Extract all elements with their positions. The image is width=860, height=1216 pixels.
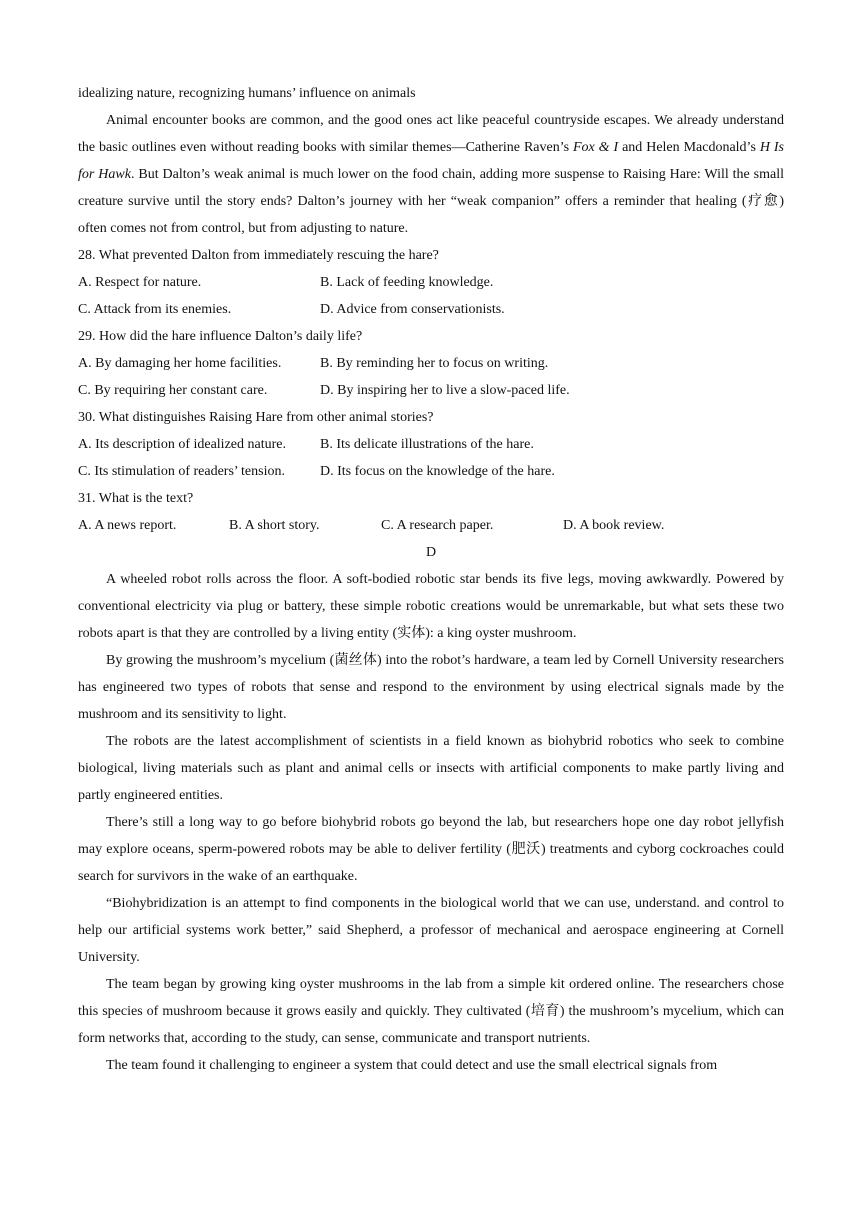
option-c: C. Attack from its enemies. [78,302,232,317]
passage-d-heading: D [425,545,437,560]
option-b: B. Its delicate illustrations of the hare. [320,437,534,452]
passage-d-paragraph: A wheeled robot rolls across the floor. A soft-bodied robotic star bends its five legs, moving awkwardly. Powered by conventional electricity via plug or battery, these simple robotic creations would be unremarkable, but what sets these two robots apart is that they are controlled by a living entity (实体): a king oyster mushroom. [78,572,784,641]
question-29-options-row-1 [78,350,784,377]
option-a: A. Respect for nature. [78,275,202,290]
question-30-options-row-1 [78,431,784,458]
option-b: B. Lack of feeding knowledge. [320,275,494,290]
question-31-options-row [78,512,784,539]
passage-d-paragraph: “Biohybridization is an attempt to find components in the biological world that we can use, understand. and control to help our artificial systems work better,” said Shepherd, a professor of mechanical and aerospace engineering at Cornell University. [78,896,784,965]
option-c: C. Its stimulation of readers’ tension. [78,464,285,479]
book-title-h-is-for-hawk: H Is for Hawk [78,140,784,182]
document-page [78,80,784,1079]
paragraph-text: . But Dalton’s weak animal is much lower on the food chain, adding more suspense to Raising Hare: Will the small creature survive until the story ends? Dalton’s journey with her “weak companion” offers a reminder that healing (疗愈) often comes not from control, but from adjusting to nature. [78,167,785,236]
passage-c-opening-line: idealizing nature, recognizing humans’ influence on animals [78,86,416,101]
option-c: C. A research paper. [381,518,494,533]
passage-d-paragraph: The team began by growing king oyster mushrooms in the lab from a simple kit ordered online. The researchers chose this species of mushroom because it grows easily and quickly. They cultivated (培育) the mushroom’s mycelium, which can form networks that, according to the study, can sense, communicate and transport nutrients. [78,977,784,1046]
option-d: D. By inspiring her to live a slow-paced life. [320,383,570,398]
passage-d-paragraph: There’s still a long way to go before biohybrid robots go beyond the lab, but researchers hope one day robot jellyfish may explore oceans, sperm-powered robots may be able to deliver fertility (肥沃) treatments and cyborg cockroaches could search for survivors in the wake of an earthquake. [78,815,784,884]
question-30-stem: 30. What distinguishes Raising Hare from other animal stories? [78,410,434,425]
question-29-stem: 29. How did the hare influence Dalton’s daily life? [78,329,363,344]
option-a: A. A news report. [78,518,177,533]
passage-d-paragraph: By growing the mushroom’s mycelium (菌丝体) into the robot’s hardware, a team led by Cornell University researchers has engineered two types of robots that sense and respond to the environment by using electrical signals made by the mushroom and its sensitivity to light. [78,653,784,722]
option-a: A. By damaging her home facilities. [78,356,282,371]
option-a: A. Its description of idealized nature. [78,437,286,452]
question-29-options-row-2 [78,377,784,404]
book-title-fox-and-i: Fox & I [572,140,619,155]
option-d: D. Advice from conservationists. [320,302,505,317]
option-d: D. A book review. [563,518,665,533]
option-d: D. Its focus on the knowledge of the hare. [320,464,555,479]
passage-d-paragraph: The team found it challenging to engineer a system that could detect and use the small electrical signals from [106,1058,718,1073]
passage-c-closing-paragraph [78,107,784,242]
option-b: B. By reminding her to focus on writing. [320,356,549,371]
paragraph-text: and Helen Macdonald’s [618,140,760,155]
question-30-options-row-2 [78,458,784,485]
question-28-options-row-1 [78,269,784,296]
option-c: C. By requiring her constant care. [78,383,268,398]
passage-d-paragraph: The robots are the latest accomplishment of scientists in a field known as biohybrid robotics who seek to combine biological, living materials such as plant and animal cells or insects with artificial components to make partly living and partly engineered entities. [78,734,784,803]
paragraph-text: Animal encounter books are common, and the good ones act like peaceful countryside escapes. We already understand the basic outlines even without reading books with similar themes—Catherine Raven’s [78,113,784,155]
question-31-stem: 31. What is the text? [78,491,194,506]
option-b: B. A short story. [229,518,320,533]
question-28-stem: 28. What prevented Dalton from immediately rescuing the hare? [78,248,439,263]
question-28-options-row-2 [78,296,784,323]
